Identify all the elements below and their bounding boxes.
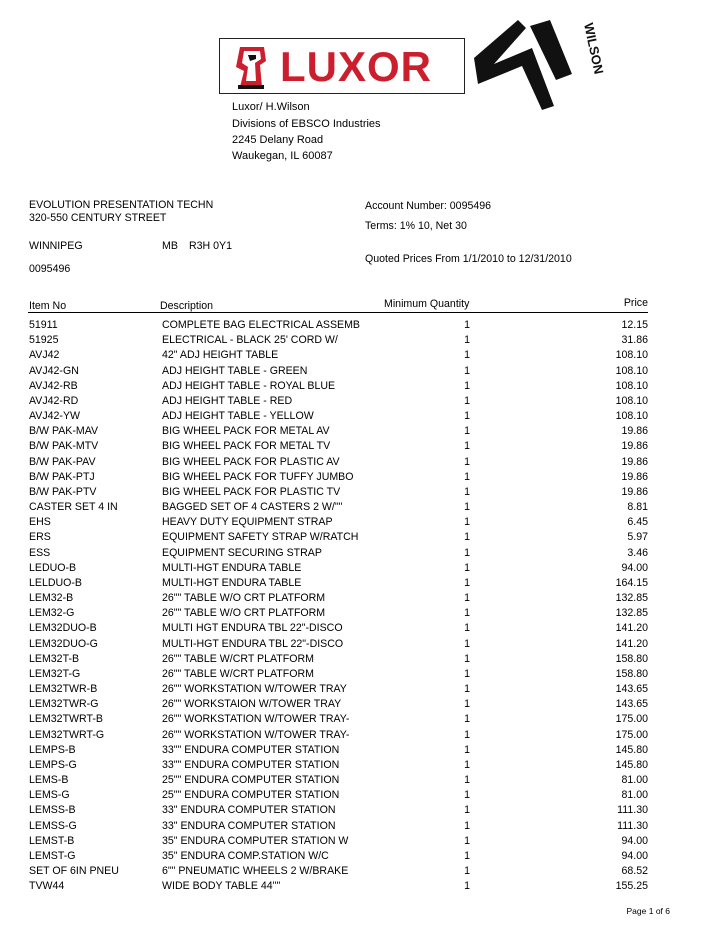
cell-item-no: LEM32DUO-G xyxy=(29,637,98,650)
header-divider xyxy=(28,312,648,313)
table-row xyxy=(0,850,720,865)
table-row xyxy=(0,471,720,486)
table-row xyxy=(0,456,720,471)
cell-price: 145.80 xyxy=(615,758,648,771)
cell-item-no: LELDUO-B xyxy=(29,576,82,589)
table-row xyxy=(0,349,720,364)
customer-name: EVOLUTION PRESENTATION TECHN xyxy=(29,199,214,211)
cell-price: 19.86 xyxy=(621,455,648,468)
cell-min-qty: 1 xyxy=(464,819,470,832)
cell-item-no: LEMSS-G xyxy=(29,819,77,832)
table-row xyxy=(0,759,720,774)
cell-min-qty: 1 xyxy=(464,683,470,696)
cell-item-no: EHS xyxy=(29,516,51,529)
table-row xyxy=(0,410,720,425)
cell-item-no: LEMST-G xyxy=(29,849,76,862)
cell-min-qty: 1 xyxy=(464,516,470,529)
cell-min-qty: 1 xyxy=(464,349,470,362)
cell-item-no: LEM32TWRT-B xyxy=(29,713,103,726)
table-row xyxy=(0,592,720,607)
cell-description: ADJ HEIGHT TABLE - ROYAL BLUE xyxy=(162,379,336,392)
cell-price: 141.20 xyxy=(615,637,648,650)
cell-min-qty: 1 xyxy=(464,410,470,423)
payment-terms: Terms: 1% 10, Net 30 xyxy=(365,220,467,232)
cell-description: 26"" TABLE W/CRT PLATFORM xyxy=(162,667,314,680)
column-header-description: Description xyxy=(160,300,213,312)
cell-min-qty: 1 xyxy=(464,789,470,802)
cell-min-qty: 1 xyxy=(464,455,470,468)
cell-item-no: AVJ42-GN xyxy=(29,364,79,377)
cell-min-qty: 1 xyxy=(464,440,470,453)
cell-price: 164.15 xyxy=(615,576,648,589)
cell-description: 26"" TABLE W/O CRT PLATFORM xyxy=(162,607,326,620)
cell-price: 6.45 xyxy=(627,516,648,529)
cell-item-no: LEM32T-G xyxy=(29,667,81,680)
cell-item-no: LEM32DUO-B xyxy=(29,622,97,635)
cell-price: 108.10 xyxy=(615,349,648,362)
customer-postal: R3H 0Y1 xyxy=(189,240,232,252)
table-row xyxy=(0,774,720,789)
cell-description: ADJ HEIGHT TABLE - GREEN xyxy=(162,364,308,377)
account-number: Account Number: 0095496 xyxy=(365,200,492,212)
luxor-logo xyxy=(219,38,465,94)
cell-item-no: ERS xyxy=(29,531,51,544)
cell-description: BIG WHEEL PACK FOR PLASTIC AV xyxy=(162,455,340,468)
cell-min-qty: 1 xyxy=(464,865,470,878)
table-row xyxy=(0,334,720,349)
table-row xyxy=(0,638,720,653)
cell-description: 26"" WORKSTATION W/TOWER TRAY- xyxy=(162,728,350,741)
cell-price: 155.25 xyxy=(615,880,648,893)
cell-item-no: LEM32-G xyxy=(29,607,75,620)
cell-price: 111.30 xyxy=(617,819,648,832)
table-row xyxy=(0,789,720,804)
cell-description: 35" ENDURA COMPUTER STATION W xyxy=(162,834,349,847)
cell-min-qty: 1 xyxy=(464,394,470,407)
cell-description: 26"" TABLE W/CRT PLATFORM xyxy=(162,652,314,665)
cell-description: MULTI HGT ENDURA TBL 22"-DISCO xyxy=(162,622,343,635)
cell-min-qty: 1 xyxy=(464,576,470,589)
table-row xyxy=(0,380,720,395)
cell-description: 26"" TABLE W/O CRT PLATFORM xyxy=(162,592,326,605)
cell-item-no: ESS xyxy=(29,546,51,559)
cell-item-no: AVJ42-RD xyxy=(29,394,79,407)
customer-number: 0095496 xyxy=(29,263,71,275)
cell-price: 108.10 xyxy=(615,364,648,377)
cell-price: 81.00 xyxy=(621,789,648,802)
cell-item-no: 51911 xyxy=(29,319,58,331)
cell-min-qty: 1 xyxy=(464,728,470,741)
cell-price: 143.65 xyxy=(615,683,648,696)
column-header-item: Item No xyxy=(29,300,67,312)
table-row xyxy=(0,713,720,728)
cell-description: 33"" ENDURA COMPUTER STATION xyxy=(162,758,340,771)
table-row xyxy=(0,562,720,577)
cell-price: 3.46 xyxy=(627,546,648,559)
cell-item-no: LEMS-G xyxy=(29,789,70,802)
cell-price: 175.00 xyxy=(615,728,648,741)
column-header-price: Price xyxy=(623,297,648,309)
cell-price: 158.80 xyxy=(615,652,648,665)
cell-min-qty: 1 xyxy=(464,758,470,771)
cell-description: 26"" WORKSTATION W/TOWER TRAY xyxy=(162,683,347,696)
cell-min-qty: 1 xyxy=(464,880,470,893)
cell-item-no: LEM32TWR-B xyxy=(29,683,98,696)
table-row xyxy=(0,607,720,622)
cell-min-qty: 1 xyxy=(464,501,470,514)
cell-price: 145.80 xyxy=(615,743,648,756)
cell-description: COMPLETE BAG ELECTRICAL ASSEMB xyxy=(162,319,361,331)
cell-price: 111.30 xyxy=(617,804,648,817)
cell-description: MULTI-HGT ENDURA TABLE xyxy=(162,576,302,589)
wilson-logo xyxy=(472,18,609,110)
table-row xyxy=(0,653,720,668)
table-row xyxy=(0,744,720,759)
cell-price: 132.85 xyxy=(615,607,648,620)
cell-description: WIDE BODY TABLE 44"" xyxy=(162,880,281,893)
table-row xyxy=(0,440,720,455)
cell-item-no: LEMPS-G xyxy=(29,758,77,771)
cell-price: 132.85 xyxy=(615,592,648,605)
table-row xyxy=(0,698,720,713)
company-city: Waukegan, IL 60087 xyxy=(232,150,333,162)
cell-price: 19.86 xyxy=(621,485,648,498)
cell-price: 81.00 xyxy=(621,774,648,787)
cell-price: 108.10 xyxy=(615,394,648,407)
cell-min-qty: 1 xyxy=(464,607,470,620)
table-row xyxy=(0,365,720,380)
cell-price: 68.52 xyxy=(621,865,648,878)
cell-price: 19.86 xyxy=(621,440,648,453)
cell-min-qty: 1 xyxy=(464,546,470,559)
cell-description: EQUIPMENT SECURING STRAP xyxy=(162,546,322,559)
table-row xyxy=(0,668,720,683)
cell-description: 33"" ENDURA COMPUTER STATION xyxy=(162,743,340,756)
luxor-brand-text: LUXOR xyxy=(280,43,432,90)
cell-price: 141.20 xyxy=(615,622,648,635)
cell-price: 94.00 xyxy=(621,561,648,574)
cell-min-qty: 1 xyxy=(464,622,470,635)
table-row xyxy=(0,425,720,440)
cell-description: MULTI-HGT ENDURA TBL 22"-DISCO xyxy=(162,637,344,650)
cell-price: 94.00 xyxy=(621,834,648,847)
cell-price: 108.10 xyxy=(615,410,648,423)
cell-item-no: B/W PAK-PTV xyxy=(29,485,97,498)
table-row xyxy=(0,531,720,546)
cell-item-no: LEM32-B xyxy=(29,592,74,605)
cell-min-qty: 1 xyxy=(464,470,470,483)
table-row xyxy=(0,622,720,637)
cell-item-no: LEMSS-B xyxy=(29,804,76,817)
cell-description: BAGGED SET OF 4 CASTERS 2 W/"" xyxy=(162,501,343,514)
page-number: Page 1 of 6 xyxy=(626,906,670,916)
cell-min-qty: 1 xyxy=(464,698,470,711)
cell-price: 19.86 xyxy=(621,470,648,483)
cell-item-no: LEM32T-B xyxy=(29,652,80,665)
table-row xyxy=(0,486,720,501)
quote-period: Quoted Prices From 1/1/2010 to 12/31/2010 xyxy=(365,253,572,265)
cell-price: 5.97 xyxy=(627,531,648,544)
cell-description: BIG WHEEL PACK FOR TUFFY JUMBO xyxy=(162,470,354,483)
cell-min-qty: 1 xyxy=(464,849,470,862)
cell-min-qty: 1 xyxy=(464,364,470,377)
cell-item-no: B/W PAK-PTJ xyxy=(29,470,95,483)
cell-price: 175.00 xyxy=(615,713,648,726)
company-division: Divisions of EBSCO Industries xyxy=(232,118,381,130)
pharaoh-head-icon xyxy=(226,41,278,93)
cell-item-no: B/W PAK-PAV xyxy=(29,455,96,468)
cell-item-no: AVJ42-YW xyxy=(29,410,81,423)
cell-description: ADJ HEIGHT TABLE - YELLOW xyxy=(162,410,314,423)
cell-description: 25"" ENDURA COMPUTER STATION xyxy=(162,774,340,787)
cell-item-no: B/W PAK-MAV xyxy=(29,425,99,438)
cell-min-qty: 1 xyxy=(464,531,470,544)
company-street: 2245 Delany Road xyxy=(232,134,324,146)
cell-description: BIG WHEEL PACK FOR METAL AV xyxy=(162,425,330,438)
cell-item-no: TVW44 xyxy=(29,880,65,893)
table-row xyxy=(0,683,720,698)
cell-description: BIG WHEEL PACK FOR PLASTIC TV xyxy=(162,485,341,498)
cell-description: 35" ENDURA COMP.STATION W/C xyxy=(162,849,329,862)
cell-description: 33" ENDURA COMPUTER STATION xyxy=(162,804,336,817)
cell-price: 108.10 xyxy=(615,379,648,392)
cell-min-qty: 1 xyxy=(464,652,470,665)
cell-price: 158.80 xyxy=(615,667,648,680)
wilson-logo-text: WILSON xyxy=(581,21,607,76)
customer-street: 320-550 CENTURY STREET xyxy=(29,212,167,224)
cell-price: 94.00 xyxy=(621,849,648,862)
cell-item-no: AVJ42 xyxy=(29,349,60,362)
cell-min-qty: 1 xyxy=(464,834,470,847)
table-row xyxy=(0,835,720,850)
cell-min-qty: 1 xyxy=(464,425,470,438)
customer-city: WINNIPEG xyxy=(29,240,83,252)
table-row xyxy=(0,729,720,744)
table-row xyxy=(0,577,720,592)
cell-item-no: LEM32TWR-G xyxy=(29,698,99,711)
cell-item-no: LEMS-B xyxy=(29,774,69,787)
cell-price: 19.86 xyxy=(621,425,648,438)
cell-description: HEAVY DUTY EQUIPMENT STRAP xyxy=(162,516,333,529)
cell-item-no: 51925 xyxy=(29,334,59,347)
cell-min-qty: 1 xyxy=(464,319,470,331)
table-row xyxy=(0,516,720,531)
cell-min-qty: 1 xyxy=(464,667,470,680)
cell-min-qty: 1 xyxy=(464,334,470,347)
cell-min-qty: 1 xyxy=(464,485,470,498)
cell-description: EQUIPMENT SAFETY STRAP W/RATCH xyxy=(162,531,359,544)
cell-description: 26"" WORKSTAION W/TOWER TRAY xyxy=(162,698,342,711)
table-row xyxy=(0,395,720,410)
cell-min-qty: 1 xyxy=(464,637,470,650)
column-header-min-qty: Minimum Quantity xyxy=(384,298,470,310)
table-row xyxy=(0,319,720,334)
table-row xyxy=(0,547,720,562)
cell-description: 25"" ENDURA COMPUTER STATION xyxy=(162,789,340,802)
table-row xyxy=(0,820,720,835)
cell-price: 143.65 xyxy=(615,698,648,711)
cell-min-qty: 1 xyxy=(464,561,470,574)
cell-price: 8.81 xyxy=(627,501,648,514)
cell-description: ADJ HEIGHT TABLE - RED xyxy=(162,394,293,407)
cell-description: 33" ENDURA COMPUTER STATION xyxy=(162,819,336,832)
customer-province: MB xyxy=(162,240,178,252)
cell-price: 31.86 xyxy=(621,334,648,347)
cell-item-no: SET OF 6IN PNEU xyxy=(29,865,119,878)
table-row xyxy=(0,865,720,880)
cell-item-no: AVJ42-RB xyxy=(29,379,78,392)
cell-description: 6"" PNEUMATIC WHEELS 2 W/BRAKE xyxy=(162,865,349,878)
cell-item-no: B/W PAK-MTV xyxy=(29,440,99,453)
cell-price: 12.15 xyxy=(621,319,648,331)
cell-min-qty: 1 xyxy=(464,774,470,787)
cell-min-qty: 1 xyxy=(464,379,470,392)
cell-min-qty: 1 xyxy=(464,713,470,726)
cell-description: 26"" WORKSTATION W/TOWER TRAY- xyxy=(162,713,350,726)
cell-description: 42" ADJ HEIGHT TABLE xyxy=(162,349,279,362)
cell-item-no: LEMST-B xyxy=(29,834,75,847)
cell-min-qty: 1 xyxy=(464,592,470,605)
cell-description: MULTI-HGT ENDURA TABLE xyxy=(162,561,302,574)
cell-item-no: LEMPS-B xyxy=(29,743,76,756)
company-name: Luxor/ H.Wilson xyxy=(232,101,310,113)
cell-description: BIG WHEEL PACK FOR METAL TV xyxy=(162,440,331,453)
table-row xyxy=(0,880,720,895)
cell-description: ELECTRICAL - BLACK 25' CORD W/ xyxy=(162,334,338,347)
cell-item-no: CASTER SET 4 IN xyxy=(29,501,118,514)
cell-item-no: LEM32TWRT-G xyxy=(29,728,105,741)
cell-min-qty: 1 xyxy=(464,743,470,756)
cell-item-no: LEDUO-B xyxy=(29,561,77,574)
cell-min-qty: 1 xyxy=(464,804,470,817)
table-row xyxy=(0,501,720,516)
table-row xyxy=(0,804,720,819)
